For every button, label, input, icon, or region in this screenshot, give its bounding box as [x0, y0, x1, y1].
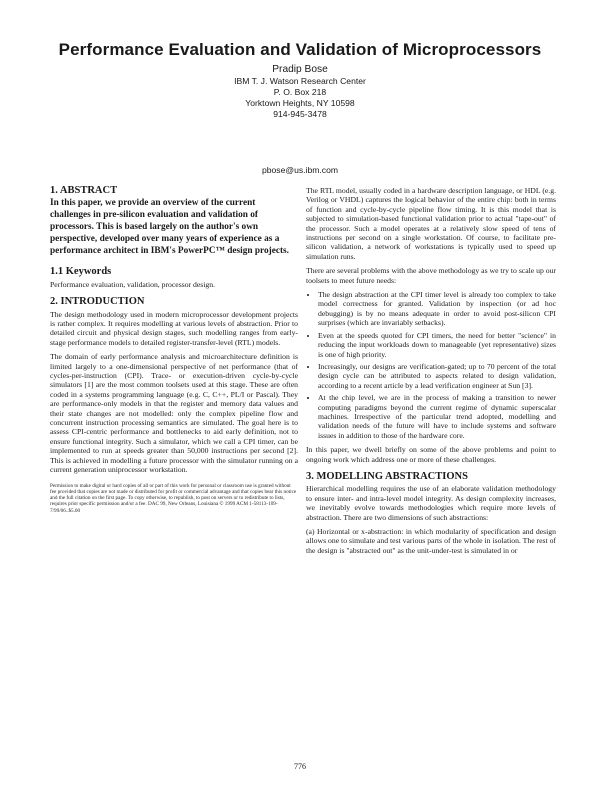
author-address-2: Yorktown Heights, NY 10598	[245, 98, 355, 108]
copyright-footnote: Permission to make digital or hard copies of all or part of this work for personal or classroom use is granted without fee provided that copies are not made or distributed for profit or commercial advantage and that copies bear this notice and the full citation on the first page. To copy otherwise, to republish, to post on servers or to redistribute to lists, requires prior specific permission and/or a fee. DAC 99, New Orleans, Louisiana © 1999 ACM 1-58113-109-7/99/06..$5.00	[50, 482, 297, 514]
left-column	[50, 186, 298, 514]
author-phone: 914-945-3478	[273, 109, 327, 119]
keywords-text: Performance evaluation, validation, processor design.	[50, 279, 216, 289]
list-item: • Even at the speeds quoted for CPI timers, the need for better "science" in reducing the input workloads down to manageable (yet representative) sizes is one of high priority.	[318, 331, 556, 359]
abstract-text: In this paper, we provide an overview of the current challenges in pre-silicon evaluation and validation of processors. This is based largely on the author's own perspective, developed over many years of experience as a performance architect in IBM's PowerPC™ design projects.	[50, 198, 289, 256]
author-block	[0, 64, 600, 120]
author-name: Pradip Bose	[272, 64, 328, 75]
author-email: pbose@us.ibm.com	[261, 165, 339, 175]
author-affiliation: IBM T. J. Watson Research Center	[234, 76, 366, 86]
list-item: • Increasingly, our designs are verification-gated; up to 70 percent of the total design cycle can be attributed to aspects related to design validation, according to a recent article by a lead verification engineer at Sun [3].	[318, 362, 556, 390]
rtl-paragraph: The RTL model, usually coded in a hardware description language, or HDL (e.g. Verilog or VHDL) captures the logical behavior of the entire chip: both in terms of function and cycle-by-cycle pipeline flow timing. It is this model that is subjected to simulation-based functional validation prior to actual "tape-out" of the processor. Such a model operates at a relatively slow speed of tens of instructions per second on a single workstation. Of course, to facilitate pre-silicon validation, a network of workstations is typically used to speed up simulation runs.	[306, 186, 556, 261]
paper-title: Performance Evaluation and Validation of Microprocessors	[58, 40, 542, 59]
problems-list	[306, 290, 556, 440]
introduction-paragraph-1: The design methodology used in modern microprocessor development projects is rather complex. It requires modelling at various levels of abstraction. Prior to detailed circuit and physical design stages, such modelling ranges from early-stage performance models to detailed register-transfer-level (RTL) models.	[50, 309, 298, 347]
introduction-paragraph-2: The domain of early performance analysis and microarchitecture definition is limited largely to a one-dimensional perspective of net performance (that of cycles-per-instruction (CPI). Trace- or execution-driven cycle-by-cycle simulators [1] are the most common toolsets used at this stage. These are often coded in a systems programming language (e.g. C, C++, PL/I or Pascal). They are performance-only models in that the register and memory data values and their state changes are not modelled: only the complex pipeline flow and concurrent instruction processing semantics are simulated. The goal here is to assess CPI-centric performance and bottlenecks to aid early definition, not to ensure functional integrity. Such a simulator, which we call a CPI timer, can be implemented to run at speeds greater than 50,000 instructions per second [2]. This is achieved in modelling a future processor with the simulator running on a current generation uniprocessor workstation.	[50, 352, 298, 475]
page-number: 776	[294, 762, 306, 771]
introduction-heading: 2. INTRODUCTION	[50, 296, 145, 308]
paper-scope-paragraph: In this paper, we dwell briefly on some of the above problems and point to ongoing work which address one or more of these challenges.	[306, 445, 556, 464]
modelling-paragraph-2: (a) Horizontal or x-abstraction: in which modularity of specification and design allows one to simulate and test various parts of the whole in isolation. The rest of the design is "abstracted out" as the unit-under-test is simulated in or	[306, 527, 556, 555]
problems-intro-paragraph: There are several problems with the above methodology as we try to scale up our toolsets to meet future needs:	[306, 266, 556, 285]
list-item: • The design abstraction at the CPI timer level is already too complex to take model correctness for granted. Validation by inspection (or ad hoc debugging) is by no means adequate in order to avoid post-silicon CPI surprises (which are invariably setbacks).	[318, 290, 556, 328]
right-column	[306, 186, 556, 560]
modelling-heading: 3. MODELLING ABSTRACTIONS	[306, 470, 468, 482]
keywords-heading: 1.1 Keywords	[50, 266, 112, 278]
modelling-paragraph-1: Hierarchical modelling requires the use of an elaborate validation methodology to ensure inter- and intra-level model integrity. As design complexity increases, we inevitably evolve towards methodologies which require more levels of abstraction. There are two dimensions of such abstractions:	[306, 484, 556, 522]
abstract-heading: 1. ABSTRACT	[50, 185, 118, 196]
list-item: • At the chip level, we are in the process of making a transition to newer computing paradigms beyond the current regime of dynamic superscalar machines. Irrespective of the particular trend adopted, modelling and validation needs of the future will have to include systems and software issues in addition to those of the hardware core.	[318, 393, 556, 440]
author-address-1: P. O. Box 218	[273, 87, 327, 97]
